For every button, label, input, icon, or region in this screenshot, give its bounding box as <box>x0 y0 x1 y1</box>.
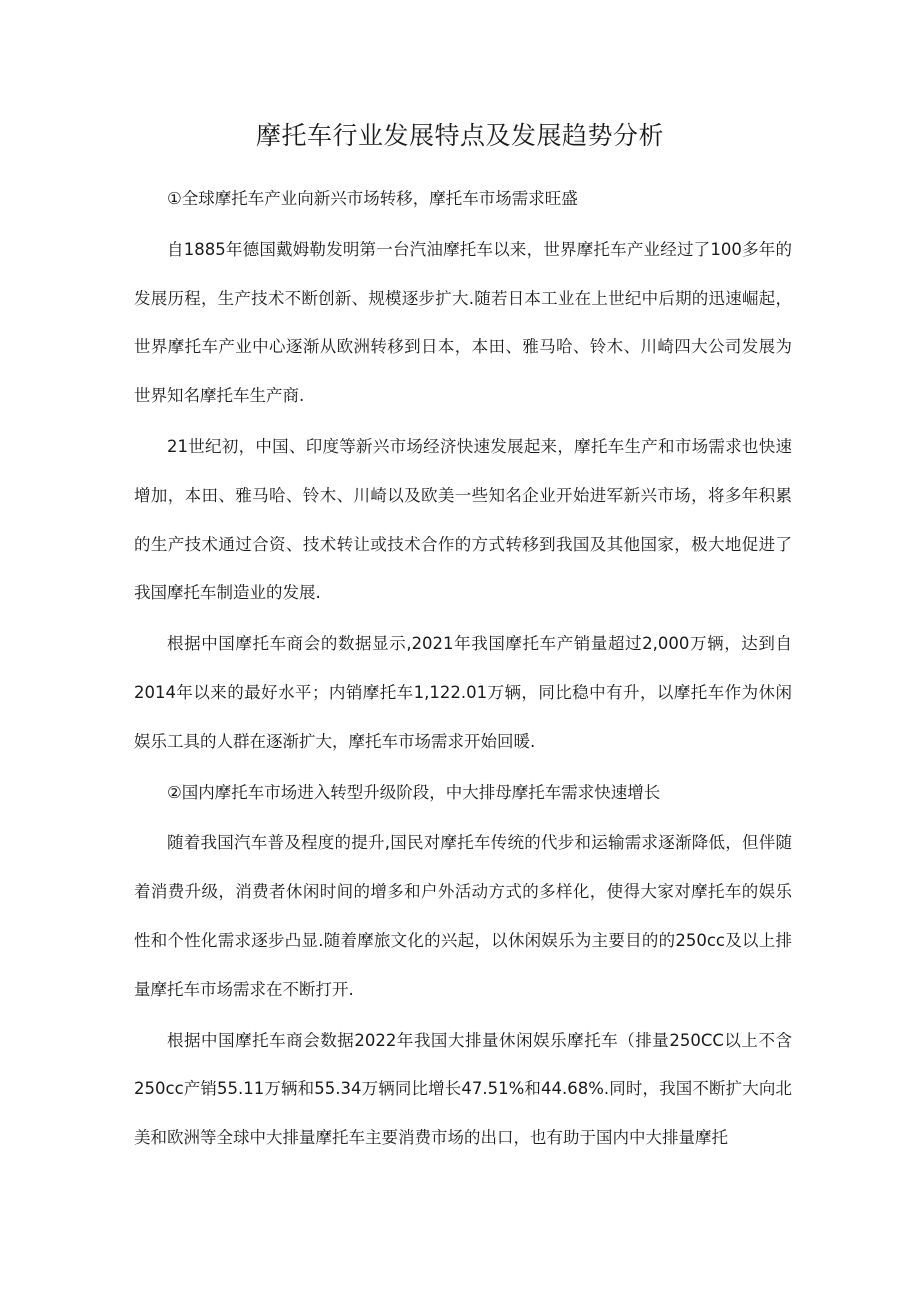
paragraph: 根据中国摩托车商会数据2022年我国大排量休闲娱乐摩托车（排量250CC以上不含250cc产销55.11万辆和55.34万辆同比增长47.51%和44.68%.同时，我国不断扩大向北美和欧洲等全球中大排量摩托车主要消费市场的出口，也有助于国内中大排量摩托 <box>134 1030 792 1148</box>
section-heading-1: ①全球摩托车产业向新兴市场转移，摩托车市场需求旺盛 <box>167 189 578 208</box>
document-body <box>134 175 792 1163</box>
paragraph: 自1885年德国戴姆勒发明第一台汽油摩托车以来，世界摩托车产业经过了100多年的发展历程，生产技术不断创新、规模逐步扩大.随若日本工业在上世纪中后期的迅速崛起，世界摩托车产业中心逐渐从欧洲转移到日本，本田、雅马哈、铃木、川崎四大公司发展为世界知名摩托车生产商. <box>134 239 792 406</box>
paragraph: 21世纪初，中国、印度等新兴市场经济快速发展起来，摩托车生产和市场需求也快速增加，本田、雅马哈、铃木、川崎以及欧美一些知名企业开始进军新兴市场，将多年积累的生产技术通过合资、技术转让或技术合作的方式转移到我国及其他国家，极大地促进了我国摩托车制造业的发展. <box>134 436 792 603</box>
section-heading-2: ②国内摩托车市场进入转型升级阶段，中大排母摩托车需求快速增长 <box>167 782 661 802</box>
paragraph: 随着我国汽车普及程度的提升,国民对摩托车传统的代步和运输需求逐渐降低，但伴随着消费升级，消费者休闲时间的增多和户外活动方式的多样化，使得大家对摩托车的娱乐性和个性化需求逐步凸显.随着摩旅文化的兴起，以休闲娱乐为主要目的的250cc及以上排量摩托车市场需求在不断打开. <box>134 833 792 999</box>
document-title: 摩托车行业发展特点及发展趋势分析 <box>255 121 664 150</box>
paragraph: 根据中国摩托车商会的数据显示,2021年我国摩托车产销量超过2,000万辆，达到自2014年以来的最好水平；内销摩托车1,122.01万辆，同比稳中有升，以摩托车作为休闲娱乐工具的人群在逐渐扩大，摩托车市场需求开始回暖. <box>134 634 792 751</box>
